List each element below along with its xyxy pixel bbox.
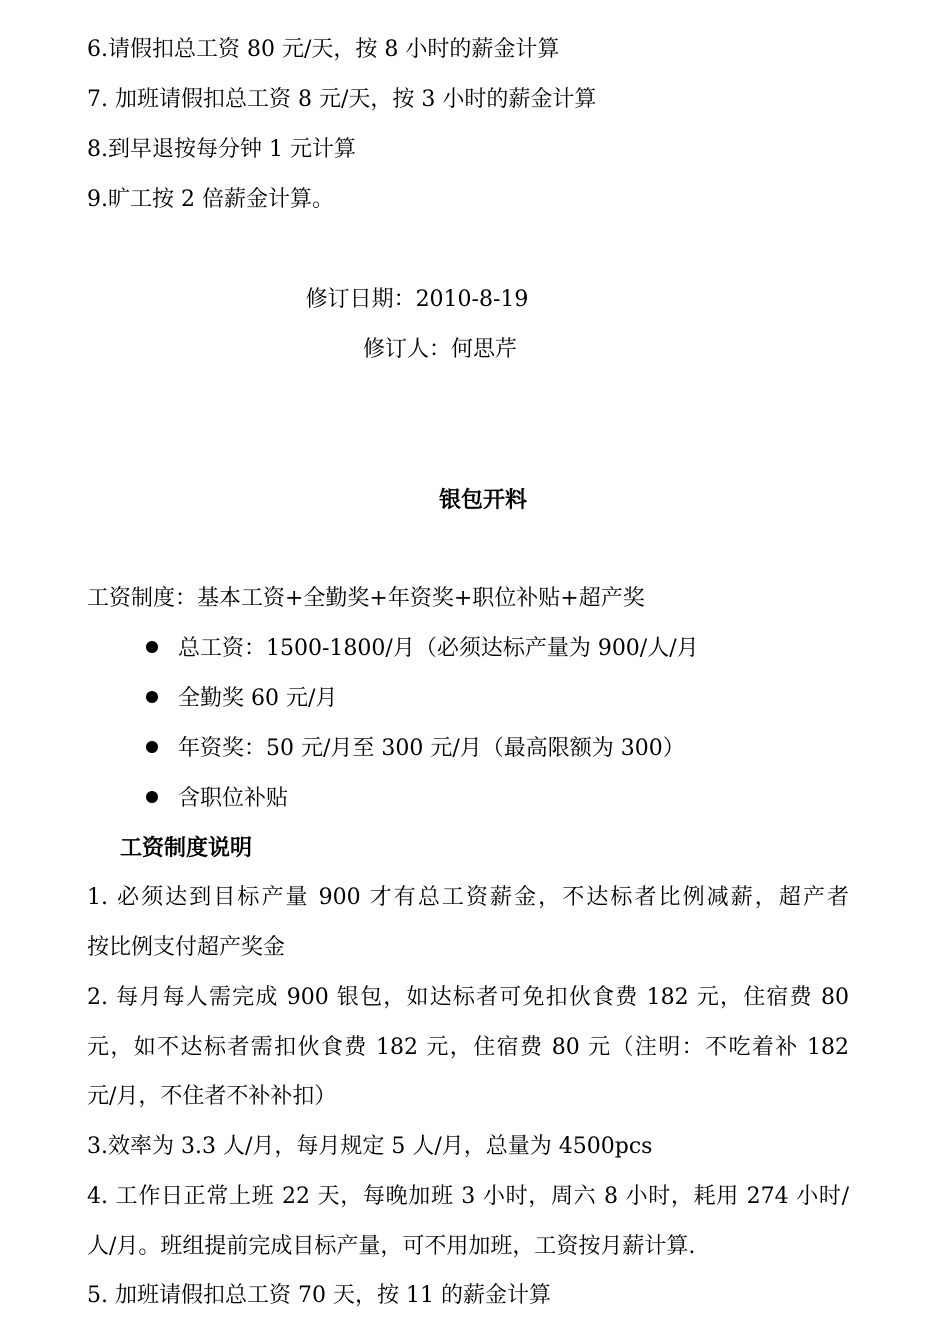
revision-date: 修订日期：2010-8-19 (305, 287, 529, 312)
rule-8: 8.到早退按每分钟 1 元计算 (87, 137, 356, 162)
explanation-line-2: 按比例支付超产奖金 (87, 935, 286, 960)
wage-system: 工资制度：基本工资+全勤奖+年资奖+职位补贴+超产奖 (87, 586, 645, 611)
revision-person: 修订人：何思芹 (362, 337, 517, 362)
explanation-line-5: 元/月，不住者不补补扣） (87, 1084, 337, 1109)
bullet-dot (146, 691, 158, 703)
explanation-line-9: 5. 加班请假扣总工资 70 天，按 11 的薪金计算 (87, 1283, 551, 1308)
bullet-attendance-bonus: 全勤奖 60 元/月 (178, 686, 338, 711)
explanation-heading: 工资制度说明 (120, 835, 253, 861)
bullet-dot (146, 641, 158, 653)
section-title: 银包开料 (438, 487, 527, 513)
rule-9: 9.旷工按 2 倍薪金计算。 (87, 187, 334, 212)
rule-6: 6.请假扣总工资 80 元/天，按 8 小时的薪金计算 (87, 37, 560, 62)
bullet-seniority-bonus: 年资奖：50 元/月至 300 元/月（最高限额为 300） (178, 736, 685, 761)
explanation-line-1: 1. 必须达到目标产量 900 才有总工资薪金，不达标者比例减薪，超产者 (87, 885, 849, 910)
explanation-line-7: 4. 工作日正常上班 22 天，每晚加班 3 小时，周六 8 小时，耗用 274 小时/ (87, 1184, 849, 1209)
bullet-dot (146, 741, 158, 753)
explanation-line-3: 2. 每月每人需完成 900 银包，如达标者可免扣伙食费 182 元，住宿费 80 (87, 985, 849, 1010)
bullet-total-wage: 总工资：1500-1800/月（必须达标产量为 900/人/月 (178, 636, 699, 661)
bullet-position-allowance: 含职位补贴 (178, 786, 289, 811)
bullet-dot (146, 791, 158, 803)
explanation-line-6: 3.效率为 3.3 人/月，每月规定 5 人/月，总量为 4500pcs (87, 1134, 653, 1159)
explanation-line-8: 人/月。班组提前完成目标产量，可不用加班，工资按月薪计算. (87, 1234, 696, 1259)
explanation-line-4: 元，如不达标者需扣伙食费 182 元，住宿费 80 元（注明：不吃着补 182 (87, 1035, 849, 1060)
rule-7: 7. 加班请假扣总工资 8 元/天，按 3 小时的薪金计算 (87, 87, 597, 112)
